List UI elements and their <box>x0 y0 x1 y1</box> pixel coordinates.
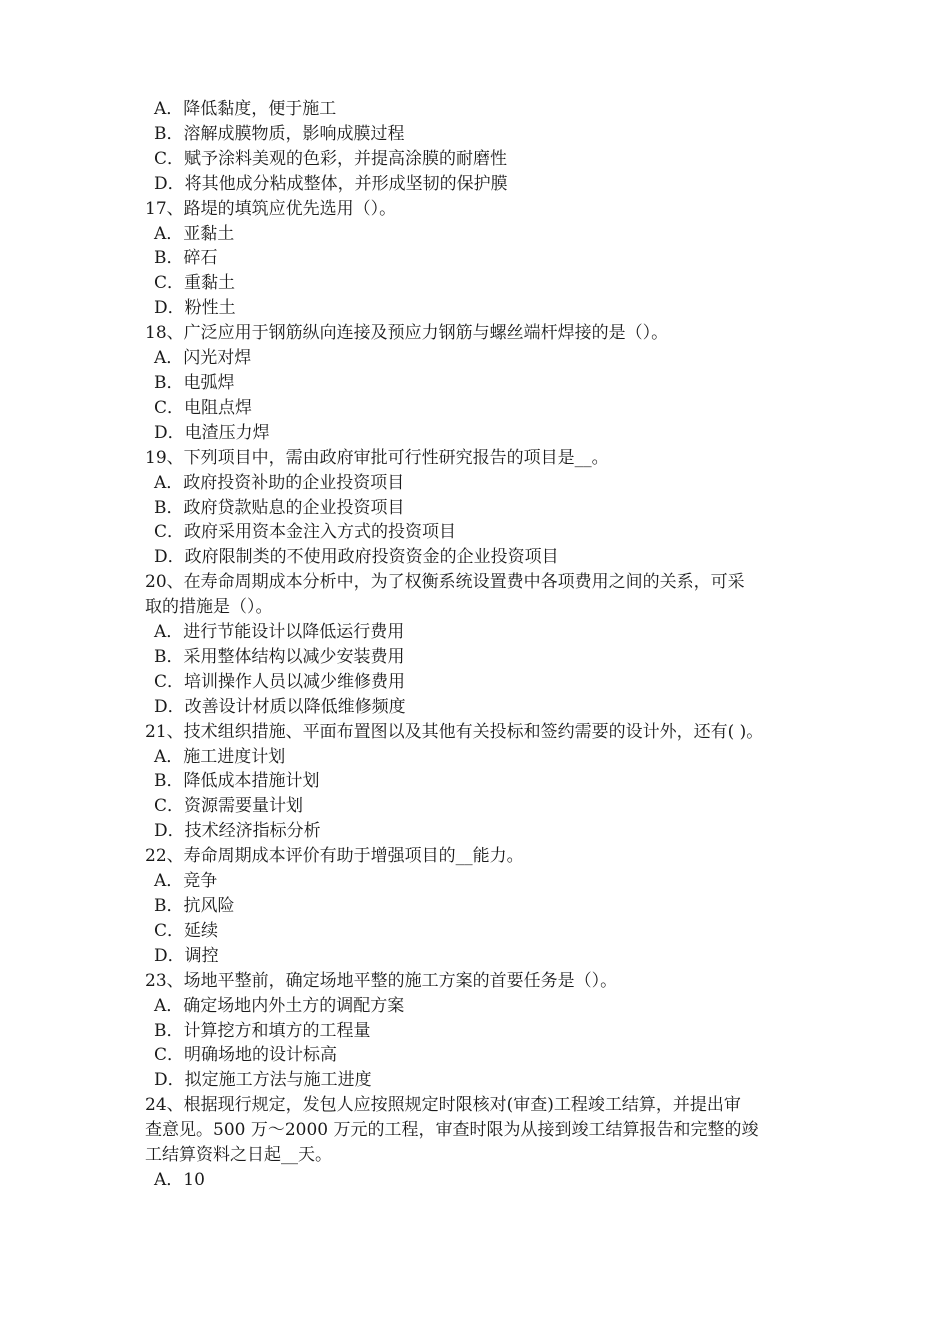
option-line: A．进行节能设计以降低运行费用 <box>154 622 405 643</box>
option-line: D．拟定施工方法与施工进度 <box>154 1070 372 1091</box>
option-line: D．改善设计材质以降低维修频度 <box>154 696 406 717</box>
question-line: 18、广泛应用于钢筋纵向连接及预应力钢筋与螺丝端杆焊接的是（）。 <box>145 323 669 344</box>
question-line: 查意见。500 万～2000 万元的工程，审查时限为从接到竣工结算报告和完整的竣 <box>145 1120 759 1141</box>
question-line: 23、场地平整前，确定场地平整的施工方案的首要任务是（）。 <box>145 970 618 991</box>
option-line: A．降低黏度，便于施工 <box>154 99 337 119</box>
option-line: A．10 <box>154 1169 205 1190</box>
option-line: B．计算挖方和填方的工程量 <box>154 1020 371 1041</box>
option-line: B．电弧焊 <box>154 372 235 393</box>
question-line: 24、根据现行规定，发包人应按照规定时限核对(审查)工程竣工结算，并提出审 <box>145 1095 741 1116</box>
exam-content <box>145 97 810 1193</box>
option-line: A．确定场地内外土方的调配方案 <box>154 995 405 1016</box>
option-line: B．降低成本措施计划 <box>154 771 320 792</box>
question-line: 21、技术组织措施、平面布置图以及其他有关投标和签约需要的设计外，还有( )。 <box>145 721 764 742</box>
question-line: 20、在寿命周期成本分析中，为了权衡系统设置费中各项费用之间的关系，可采 <box>145 572 745 593</box>
option-line: D．电渣压力焊 <box>154 422 270 443</box>
option-line: B．抗风险 <box>154 896 235 916</box>
option-line: C．培训操作人员以减少维修费用 <box>154 671 406 692</box>
question-line: 工结算资料之日起__天。 <box>145 1145 332 1166</box>
option-line: D．技术经济指标分析 <box>154 821 321 842</box>
option-line: D．调控 <box>154 945 219 966</box>
option-line: A．亚黏土 <box>154 223 235 244</box>
option-line: C．明确场地的设计标高 <box>154 1045 338 1066</box>
option-line: C．重黏土 <box>154 273 236 294</box>
option-line: C．政府采用资本金注入方式的投资项目 <box>154 522 457 543</box>
option-line: D．粉性土 <box>154 298 236 319</box>
option-line: B．采用整体结构以减少安装费用 <box>154 646 405 667</box>
question-line: 17、路堤的填筑应优先选用（）。 <box>145 198 397 219</box>
option-line: C．电阻点焊 <box>154 397 253 418</box>
option-line: C．赋予涂料美观的色彩，并提高涂膜的耐磨性 <box>154 148 508 169</box>
option-line: B．碎石 <box>154 248 218 269</box>
option-line: A．闪光对焊 <box>154 348 252 369</box>
option-line: D．将其他成分粘成整体，并形成坚韧的保护膜 <box>154 173 508 194</box>
option-line: C．延续 <box>154 920 219 941</box>
question-line: 22、寿命周期成本评价有助于增强项目的__能力。 <box>145 846 524 867</box>
option-line: A．施工进度计划 <box>154 746 286 767</box>
option-line: A．竞争 <box>154 871 218 892</box>
option-line: B．溶解成膜物质，影响成膜过程 <box>154 123 405 144</box>
option-line: A．政府投资补助的企业投资项目 <box>154 472 405 493</box>
question-line: 取的措施是（）。 <box>145 597 273 618</box>
option-line: C．资源需要量计划 <box>154 796 304 817</box>
question-line: 19、下列项目中，需由政府审批可行性研究报告的项目是__。 <box>145 447 609 468</box>
option-line: D．政府限制类的不使用政府投资资金的企业投资项目 <box>154 547 559 568</box>
option-line: B．政府贷款贴息的企业投资项目 <box>154 497 405 518</box>
